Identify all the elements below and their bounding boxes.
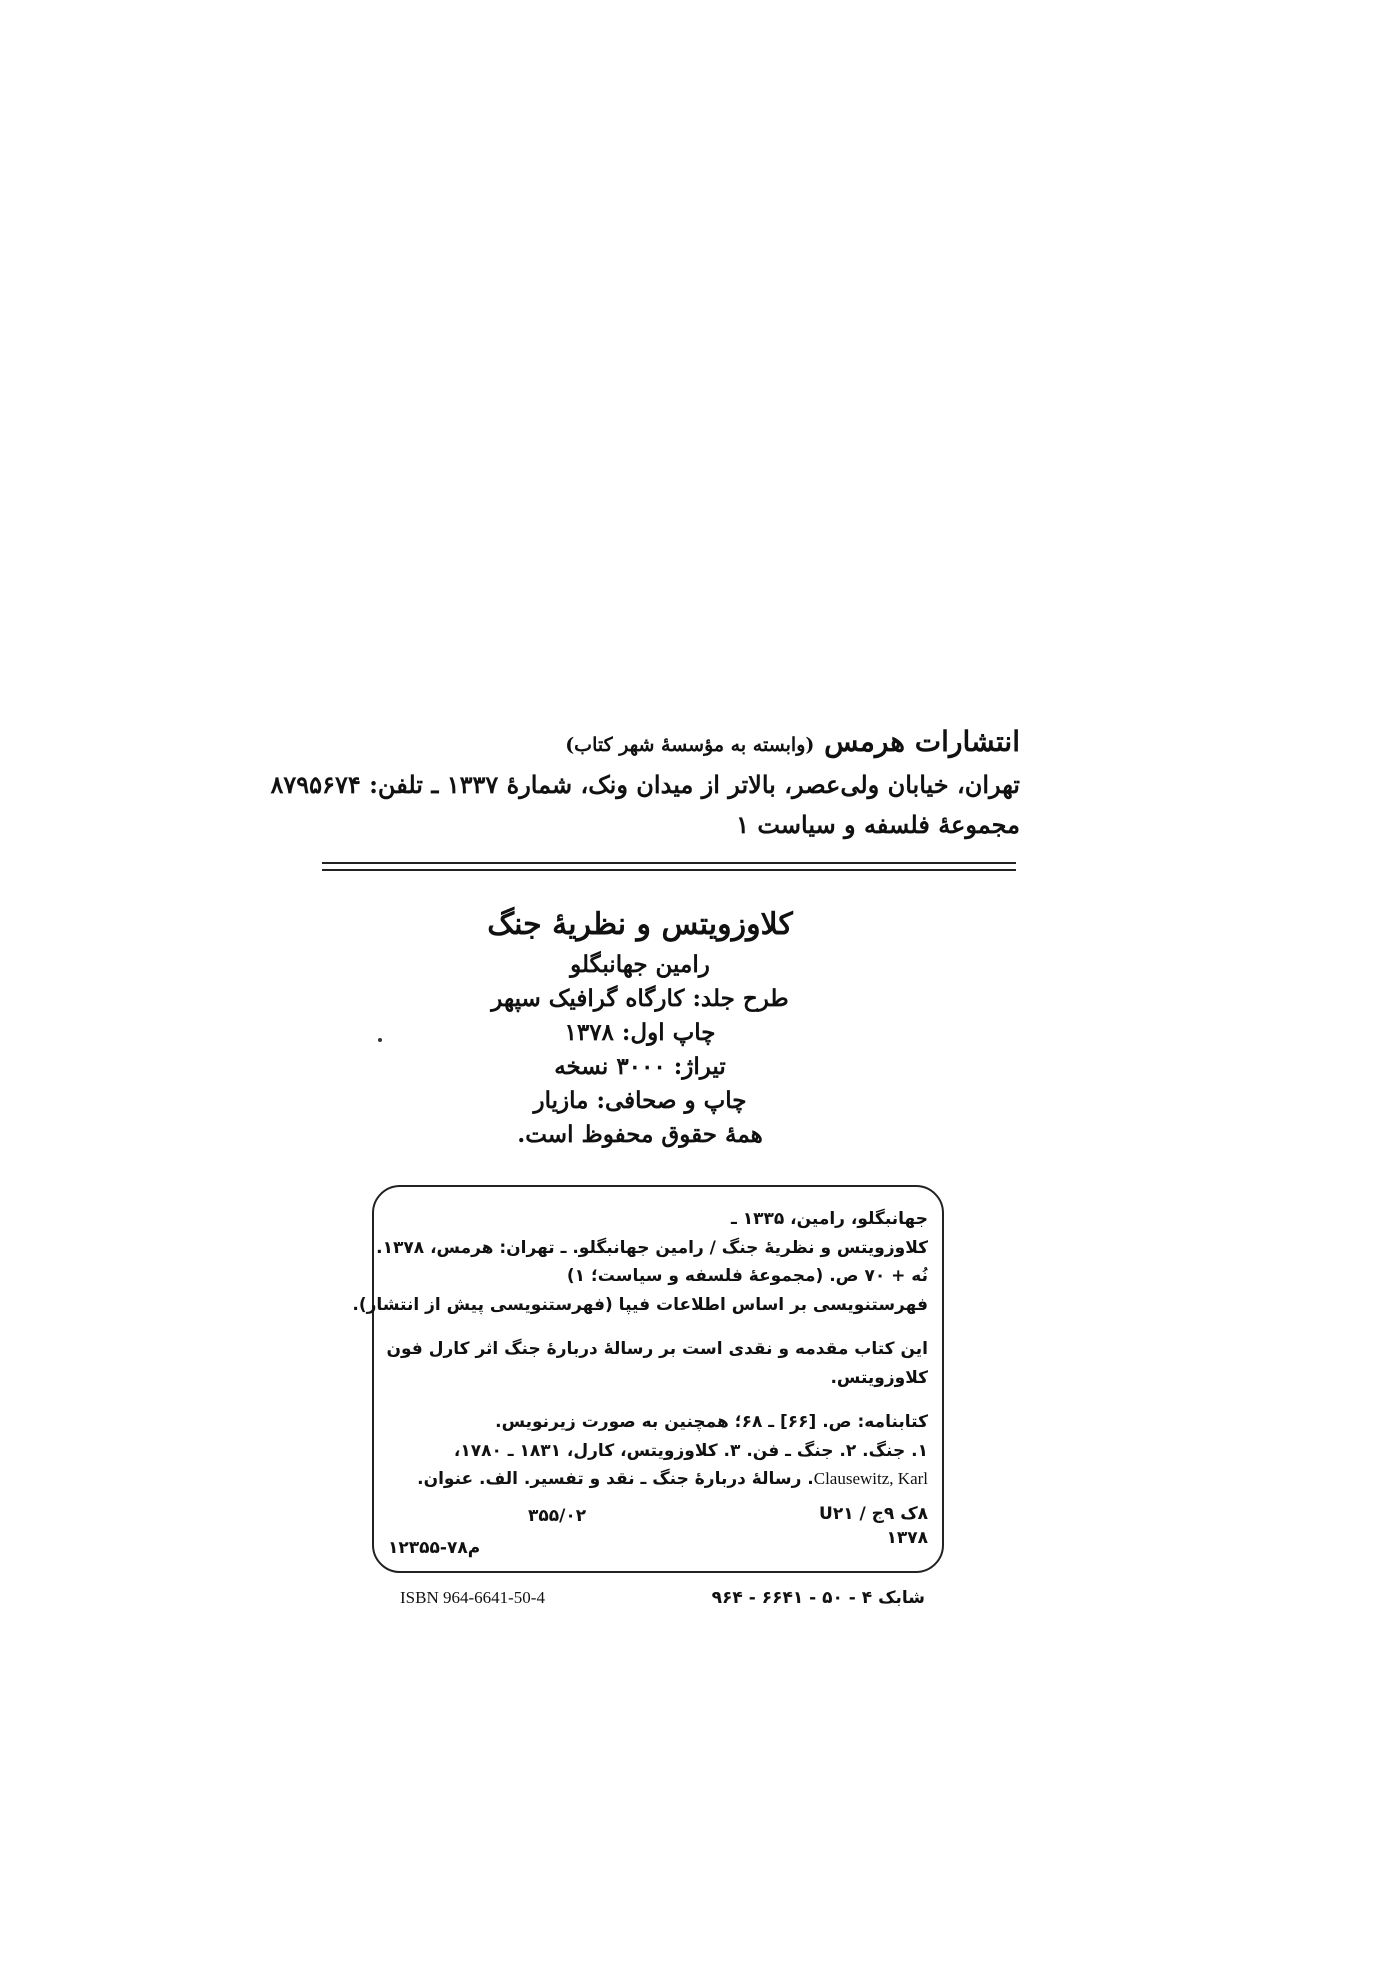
lc-classification [819, 1502, 928, 1550]
lc-class-year: ۱۳۷۸ [886, 1528, 928, 1548]
dewey-number: ۳۵۵/۰۲ [528, 1506, 587, 1526]
cip-biblio-line: کتابنامه: ص. [۶۶] ـ ۶۸؛ همچنین به صورت زیرنویس. [495, 1412, 928, 1432]
book-title: کلاوزویتس و نظریهٔ جنگ [487, 907, 793, 942]
cip-line: فهرستنویسی بر اساس اطلاعات فیپا (فهرستنویسی پیش از انتشار). [352, 1294, 928, 1315]
cover-design: طرح جلد: کارگاه گرافیک سپهر [491, 985, 789, 1012]
publisher-name-line [310, 722, 1020, 765]
print-run: تیراژ: ۳۰۰۰ نسخه [554, 1053, 726, 1080]
classification-row [388, 1502, 928, 1562]
lc-class-number: ۸ک ۹ج / U۲۱ [819, 1504, 928, 1524]
printing-binding: چاپ و صحافی: مازیار [533, 1087, 747, 1114]
cip-note-line: این کتاب مقدمه و نقدی است بر رسالهٔ دربارهٔ جنگ اثر کارل فون [386, 1339, 928, 1359]
publisher-affiliation: (وابسته به مؤسسهٔ شهر کتاب) [565, 734, 815, 756]
isbn-row [400, 1588, 925, 1618]
publisher-name: انتشارات هرمس [824, 725, 1020, 758]
cip-latin-name: Clausewitz, Karl [813, 1469, 928, 1488]
isbn-latin: ISBN 964-6641-50-4 [400, 1588, 545, 1607]
cip-line: جهانبگلو، رامین، ۱۳۳۵ ـ [730, 1209, 928, 1229]
book-info-block [430, 902, 850, 1152]
publisher-address: تهران، خیابان ولی‌عصر، بالاتر از میدان ونک، شمارهٔ ۱۳۳۷ ـ تلفن: ۸۷۹۵۶۷۴ [270, 770, 1020, 799]
edition: چاپ اول: ۱۳۷۸ [564, 1019, 716, 1046]
catalog-number: م۷۸-۱۲۳۵۵ [388, 1538, 481, 1558]
cataloging-box [352, 1185, 944, 1573]
book-author: رامین جهانبگلو [570, 951, 710, 978]
isbn-persian: شابک ۴ - ۵۰ - ۶۶۴۱ - ۹۶۴ [711, 1588, 925, 1608]
cip-line: نُه + ۷۰ ص. (مجموعهٔ فلسفه و سیاست؛ ۱) [566, 1266, 928, 1286]
cip-last-line: . رسالهٔ دربارهٔ جنگ ـ نقد و تفسیر. الف. عنوان. [417, 1469, 814, 1489]
publisher-block [270, 722, 1020, 845]
scan-speck [378, 1038, 382, 1042]
double-rule-divider [322, 862, 1016, 871]
rights-notice: همهٔ حقوق محفوظ است. [517, 1121, 763, 1148]
cip-note-line: کلاوزویتس. [830, 1367, 928, 1388]
cip-line: کلاوزویتس و نظریهٔ جنگ / رامین جهانبگلو. ـ تهران: هرمس، ۱۳۷۸. [376, 1237, 928, 1258]
cip-biblio-line: ۱. جنگ. ۲. جنگ ـ فن. ۳. کلاوزویتس، کارل، ۱۸۳۱ ـ ۱۷۸۰، [453, 1440, 928, 1461]
series-name: مجموعهٔ فلسفه و سیاست ۱ [736, 810, 1020, 839]
cip-subject-line [388, 1465, 928, 1494]
